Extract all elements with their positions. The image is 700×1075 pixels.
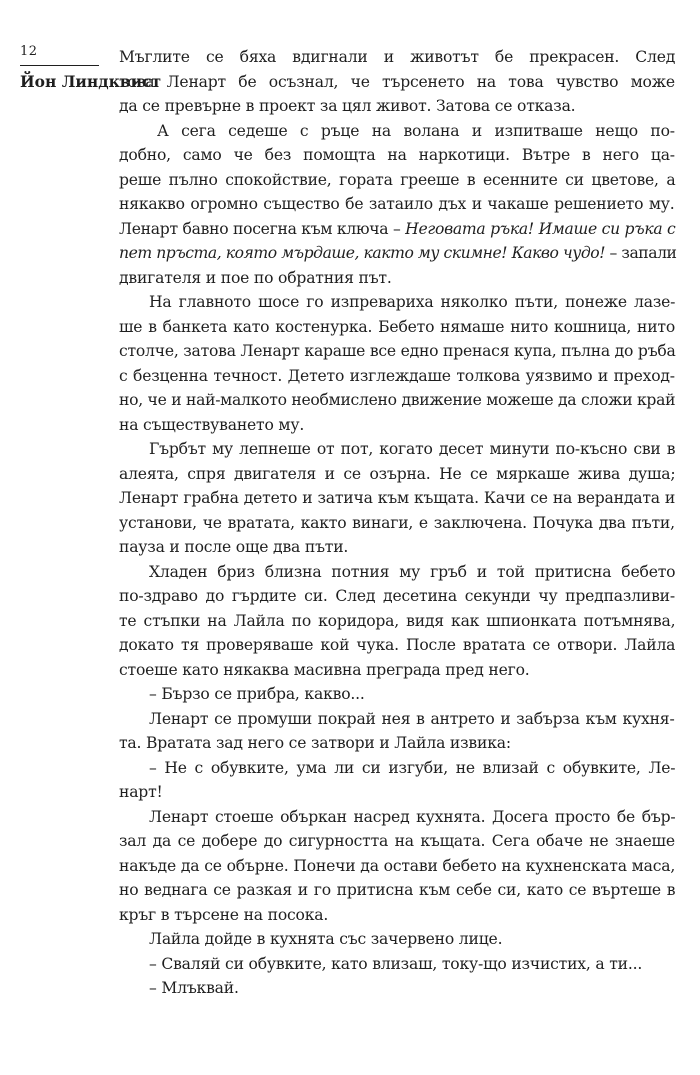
text-segment: ше в банкета като костенурка. Бебето нямаше нито кошница, нито bbox=[119, 317, 676, 336]
text-segment: алеята, спря двигателя и се озърна. Не се мяркаше жива душа; bbox=[119, 464, 676, 483]
text-line bbox=[119, 682, 675, 707]
text-line bbox=[119, 45, 675, 70]
text-line bbox=[119, 486, 675, 511]
text-segment: На главното шосе го изпревариха няколко пъти, понеже лазе- bbox=[149, 293, 676, 311]
text-segment: – Бързо се прибра, какво... bbox=[149, 685, 365, 703]
text-line bbox=[119, 707, 675, 732]
text-segment: реше пълно спокойствие, гората греeше в есенните си цветове, а bbox=[119, 170, 676, 189]
text-segment: на съществуването му. bbox=[119, 415, 305, 434]
italic-segment: пет пръста, която мърдаше, както му скимне! Какво чудо! bbox=[119, 244, 606, 262]
text-segment: добно, само че без помощта на наркотици. Вътре в него ца- bbox=[119, 146, 675, 164]
text-line bbox=[119, 535, 675, 560]
text-segment: та. Вратата зад него се затвори и Лайла извика: bbox=[119, 734, 511, 752]
text-line bbox=[119, 241, 675, 266]
text-line bbox=[119, 927, 675, 952]
text-line bbox=[119, 976, 675, 1001]
text-line bbox=[119, 143, 675, 168]
text-line bbox=[119, 511, 675, 536]
text-segment: Ленарт стоеше объркан насред кухнята. Досега просто бе бър- bbox=[149, 807, 676, 826]
text-segment: нарт! bbox=[119, 783, 163, 801]
text-line bbox=[119, 780, 675, 805]
text-segment: Ленарт се промуши покрай нея в антрето и забърза към кухня- bbox=[149, 709, 675, 728]
text-segment: Мъглите се бяха вдигнали и животът бе прекрасен. След bbox=[119, 48, 676, 66]
text-segment: столче, затова Ленарт караше все едно пренася купа, пълна до ръба bbox=[119, 342, 676, 360]
text-segment: кръг в търсене на посока. bbox=[119, 905, 329, 924]
text-segment: Ленарт бавно посегна към ключа – bbox=[119, 219, 406, 238]
author-name: Йон Линдквист bbox=[20, 72, 162, 91]
text-line bbox=[119, 462, 675, 487]
text-segment: – Млъквай. bbox=[149, 979, 239, 997]
text-segment: накъде да се обърне. Понечи да остави бебето на кухненската маса, bbox=[119, 856, 676, 875]
text-line bbox=[119, 94, 675, 119]
text-segment: – Сваляй си обувките, като влизаш, току-що изчистих, а ти... bbox=[149, 954, 643, 973]
text-line bbox=[119, 413, 675, 438]
text-line bbox=[119, 315, 675, 340]
text-line bbox=[119, 70, 675, 95]
text-segment: някакво огромно същество бе затаило дъх и чакаше решението му. bbox=[119, 195, 675, 213]
text-line bbox=[119, 388, 675, 413]
text-line bbox=[119, 584, 675, 609]
header-rule bbox=[20, 65, 99, 66]
text-segment: двигателя и пое по обратния път. bbox=[119, 268, 392, 287]
text-segment: това Ленарт бе осъзнал, че търсенето на това чувство може bbox=[119, 72, 675, 91]
text-segment: но, че и най-малкото необмислено движение можеше да сложи край bbox=[119, 391, 676, 409]
text-line bbox=[119, 731, 675, 756]
text-line bbox=[119, 119, 675, 144]
text-segment: Лайла дойде в кухнята със зачервено лице. bbox=[149, 930, 503, 948]
text-segment: с безценна течност. Детето изглеждаше толкова уязвимо и преход- bbox=[119, 366, 675, 385]
italic-segment: Неговата ръка! Имаше си ръка с bbox=[405, 219, 676, 238]
text-segment: пауза и после още два пъти. bbox=[119, 538, 349, 556]
text-line bbox=[119, 952, 675, 977]
text-line bbox=[119, 266, 675, 291]
text-segment: установи, че вратата, както винаги, е заключена. Почука два пъти, bbox=[119, 513, 675, 532]
text-line bbox=[119, 658, 675, 683]
text-segment: А сега седеше с ръце на волана и изпитваше нещо по- bbox=[157, 121, 675, 140]
text-line bbox=[119, 633, 675, 658]
text-line bbox=[119, 217, 675, 242]
text-line bbox=[119, 805, 675, 830]
text-line bbox=[119, 290, 675, 315]
text-line bbox=[119, 437, 675, 462]
body-text bbox=[119, 45, 675, 1001]
text-line bbox=[119, 854, 675, 879]
text-line bbox=[119, 903, 675, 928]
text-line bbox=[119, 829, 675, 854]
text-segment: да се превърне в проект за цял живот. Затова се отказа. bbox=[119, 97, 576, 115]
text-line bbox=[119, 878, 675, 903]
text-segment: Хладен бриз близна потния му гръб и той притисна бебето bbox=[149, 562, 676, 581]
page-number: 12 bbox=[20, 44, 38, 59]
text-segment: Ленарт грабна детето и затича към къщата. Качи се на верандата и bbox=[119, 489, 676, 507]
text-segment: но веднага се разкая и го притисна към себе си, като се въртеше в bbox=[119, 881, 676, 899]
text-segment: стоеше като някаква масивна преграда пред него. bbox=[119, 660, 530, 679]
margin-header bbox=[20, 44, 162, 92]
text-line bbox=[119, 339, 675, 364]
text-line bbox=[119, 364, 675, 389]
text-line bbox=[119, 560, 675, 585]
text-line bbox=[119, 192, 675, 217]
text-segment: по-здраво до гърдите си. След десетина секунди чу предпазливи- bbox=[119, 587, 675, 605]
text-segment: – Не с обувките, ума ли си изгуби, не влизай с обувките, Ле- bbox=[149, 758, 676, 777]
text-segment: Гърбът му лепнеше от пот, когато десет минути по-късно сви в bbox=[149, 440, 676, 458]
text-line bbox=[119, 609, 675, 634]
text-segment: докато тя проверяваше кой чука. После вратата се отвори. Лайла bbox=[119, 636, 676, 654]
text-line bbox=[119, 168, 675, 193]
text-line bbox=[119, 756, 675, 781]
text-segment: зал да се добере до сигурността на къщата. Сега обаче не знаеше bbox=[119, 832, 675, 850]
text-segment: те стъпки на Лайла по коридора, видя как шпионката потъмнява, bbox=[119, 611, 676, 630]
text-segment: – запали bbox=[605, 244, 677, 262]
